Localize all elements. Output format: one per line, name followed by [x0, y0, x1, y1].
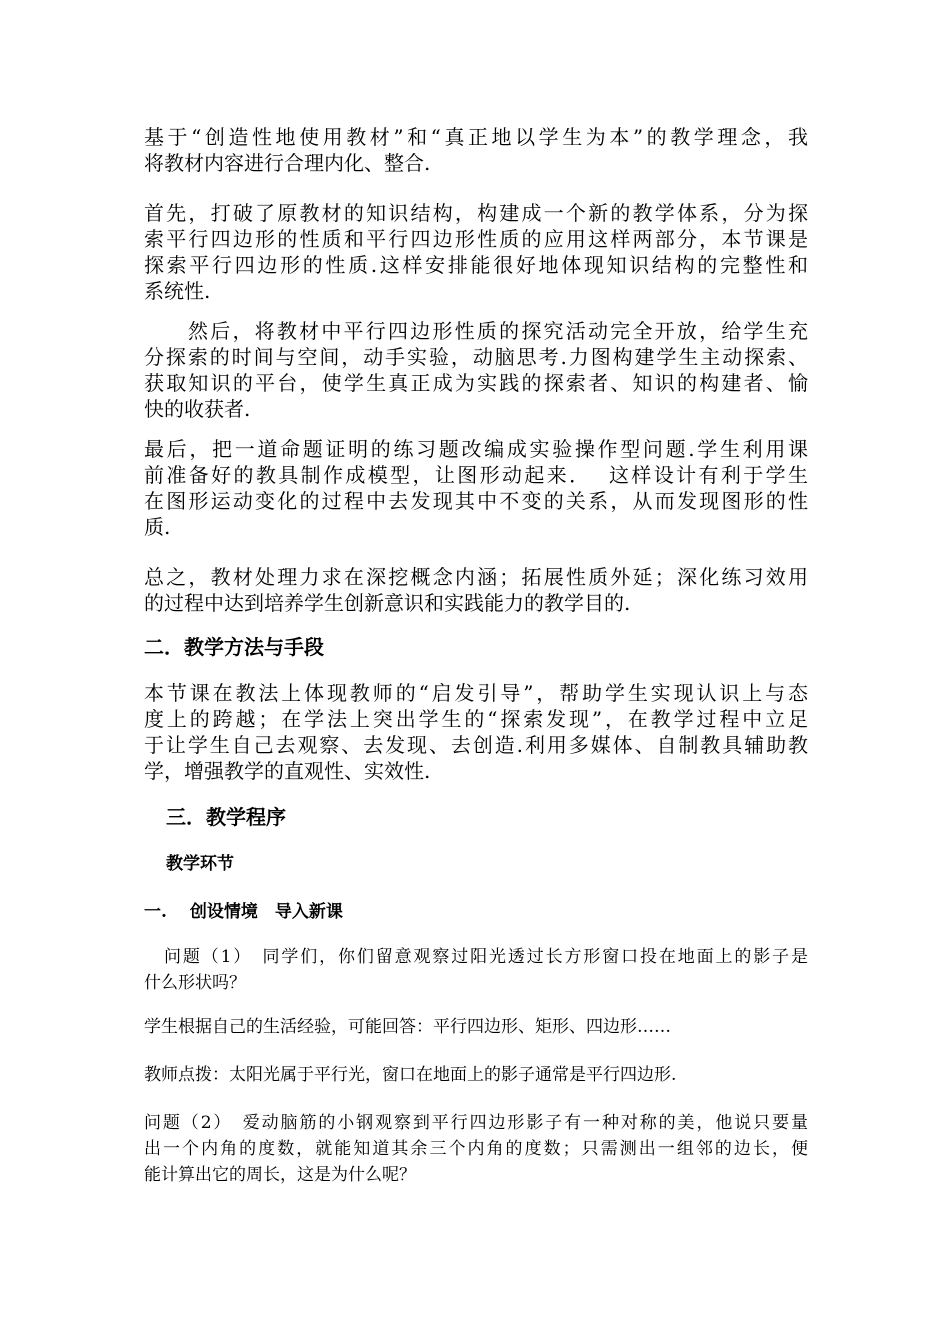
text-line: 的过程中达到培养学生创新意识和实践能力的教学目的. — [144, 591, 631, 615]
paragraph-summary — [144, 564, 808, 616]
paragraph-teacher-guide — [144, 1062, 808, 1088]
text-line: 本节课在教法上体现教师的“启发引导”，帮助学生实现认识上与态 — [144, 681, 808, 705]
text-line: 探索平行四边形的性质.这样安排能很好地体现知识结构的完整性和 — [144, 253, 808, 277]
text-line: 学生根据自己的生活经验，可能回答：平行四边形、矩形、四边形…… — [144, 1017, 671, 1037]
heading-teaching-steps: 教学环节 — [166, 854, 234, 874]
text-line: 总之，教材处理力求在深挖概念内涵；拓展性质外延；深化练习效用 — [144, 565, 808, 589]
paragraph-student-answer — [144, 1014, 808, 1040]
heading-section-3: 三．教学程序 — [166, 805, 286, 829]
text-line: 什么形状吗？ — [144, 973, 246, 993]
text-line: 前准备好的教具制作成模型，让图形动起来． 这样设计有利于学生 — [144, 463, 808, 487]
paragraph-then — [144, 318, 808, 422]
text-line: 快的收获者. — [144, 397, 251, 421]
paragraph-first — [144, 200, 808, 304]
paragraph-question-2 — [144, 1110, 808, 1188]
paragraph-methods — [144, 680, 808, 784]
text-line: 问题（1） 同学们，你们留意观察过阳光透过长方形窗口投在地面上的影子是 — [164, 947, 808, 967]
text-line: 出一个内角的度数，就能知道其余三个内角的度数；只需测出一组邻的边长，便 — [144, 1139, 808, 1159]
text-line: 获取知识的平台，使学生真正成为实践的探索者、知识的构建者、愉 — [144, 371, 808, 395]
paragraph-question-1 — [144, 944, 808, 996]
text-line: 能计算出它的周长，这是为什么呢？ — [144, 1165, 416, 1185]
text-line: 首先，打破了原教材的知识结构，构建成一个新的教学体系，分为探 — [144, 201, 808, 225]
text-line: 然后，将教材中平行四边形性质的探究活动完全开放，给学生充 — [188, 319, 808, 343]
text-line: 基于“创造性地使用教材”和“真正地以学生为本”的教学理念，我 — [144, 125, 808, 149]
paragraph-teaching-philosophy — [144, 124, 808, 176]
text-line: 将教材内容进行合理内化、整合. — [144, 151, 431, 175]
text-line: 最后，把一道命题证明的练习题改编成实验操作型问题.学生利用课 — [144, 437, 808, 461]
text-line: 问题（2） 爱动脑筋的小钢观察到平行四边形影子有一种对称的美，他说只要量 — [144, 1113, 808, 1133]
text-line: 系统性. — [144, 279, 211, 303]
text-line: 分探索的时间与空间，动手实验，动脑思考.力图构建学生主动探索、 — [144, 345, 808, 369]
paragraph-finally — [144, 436, 808, 540]
text-line: 教师点拨：太阳光属于平行光，窗口在地面上的影子通常是平行四边形. — [144, 1065, 677, 1085]
text-line: 在图形运动变化的过程中去发现其中不变的关系，从而发现图形的性 — [144, 489, 808, 513]
text-line: 学，增强教学的直观性、实效性. — [144, 759, 431, 783]
heading-section-2: 二．教学方法与手段 — [144, 635, 324, 659]
text-line: 于让学生自己去观察、去发现、去创造.利用多媒体、自制教具辅助教 — [144, 733, 808, 757]
heading-step-1: 一. 创设情境 导入新课 — [144, 902, 343, 922]
text-line: 度上的跨越；在学法上突出学生的“探索发现”，在教学过程中立足 — [144, 707, 808, 731]
text-line: 质. — [144, 515, 171, 539]
text-line: 索平行四边形的性质和平行四边形性质的应用这样两部分，本节课是 — [144, 227, 808, 251]
